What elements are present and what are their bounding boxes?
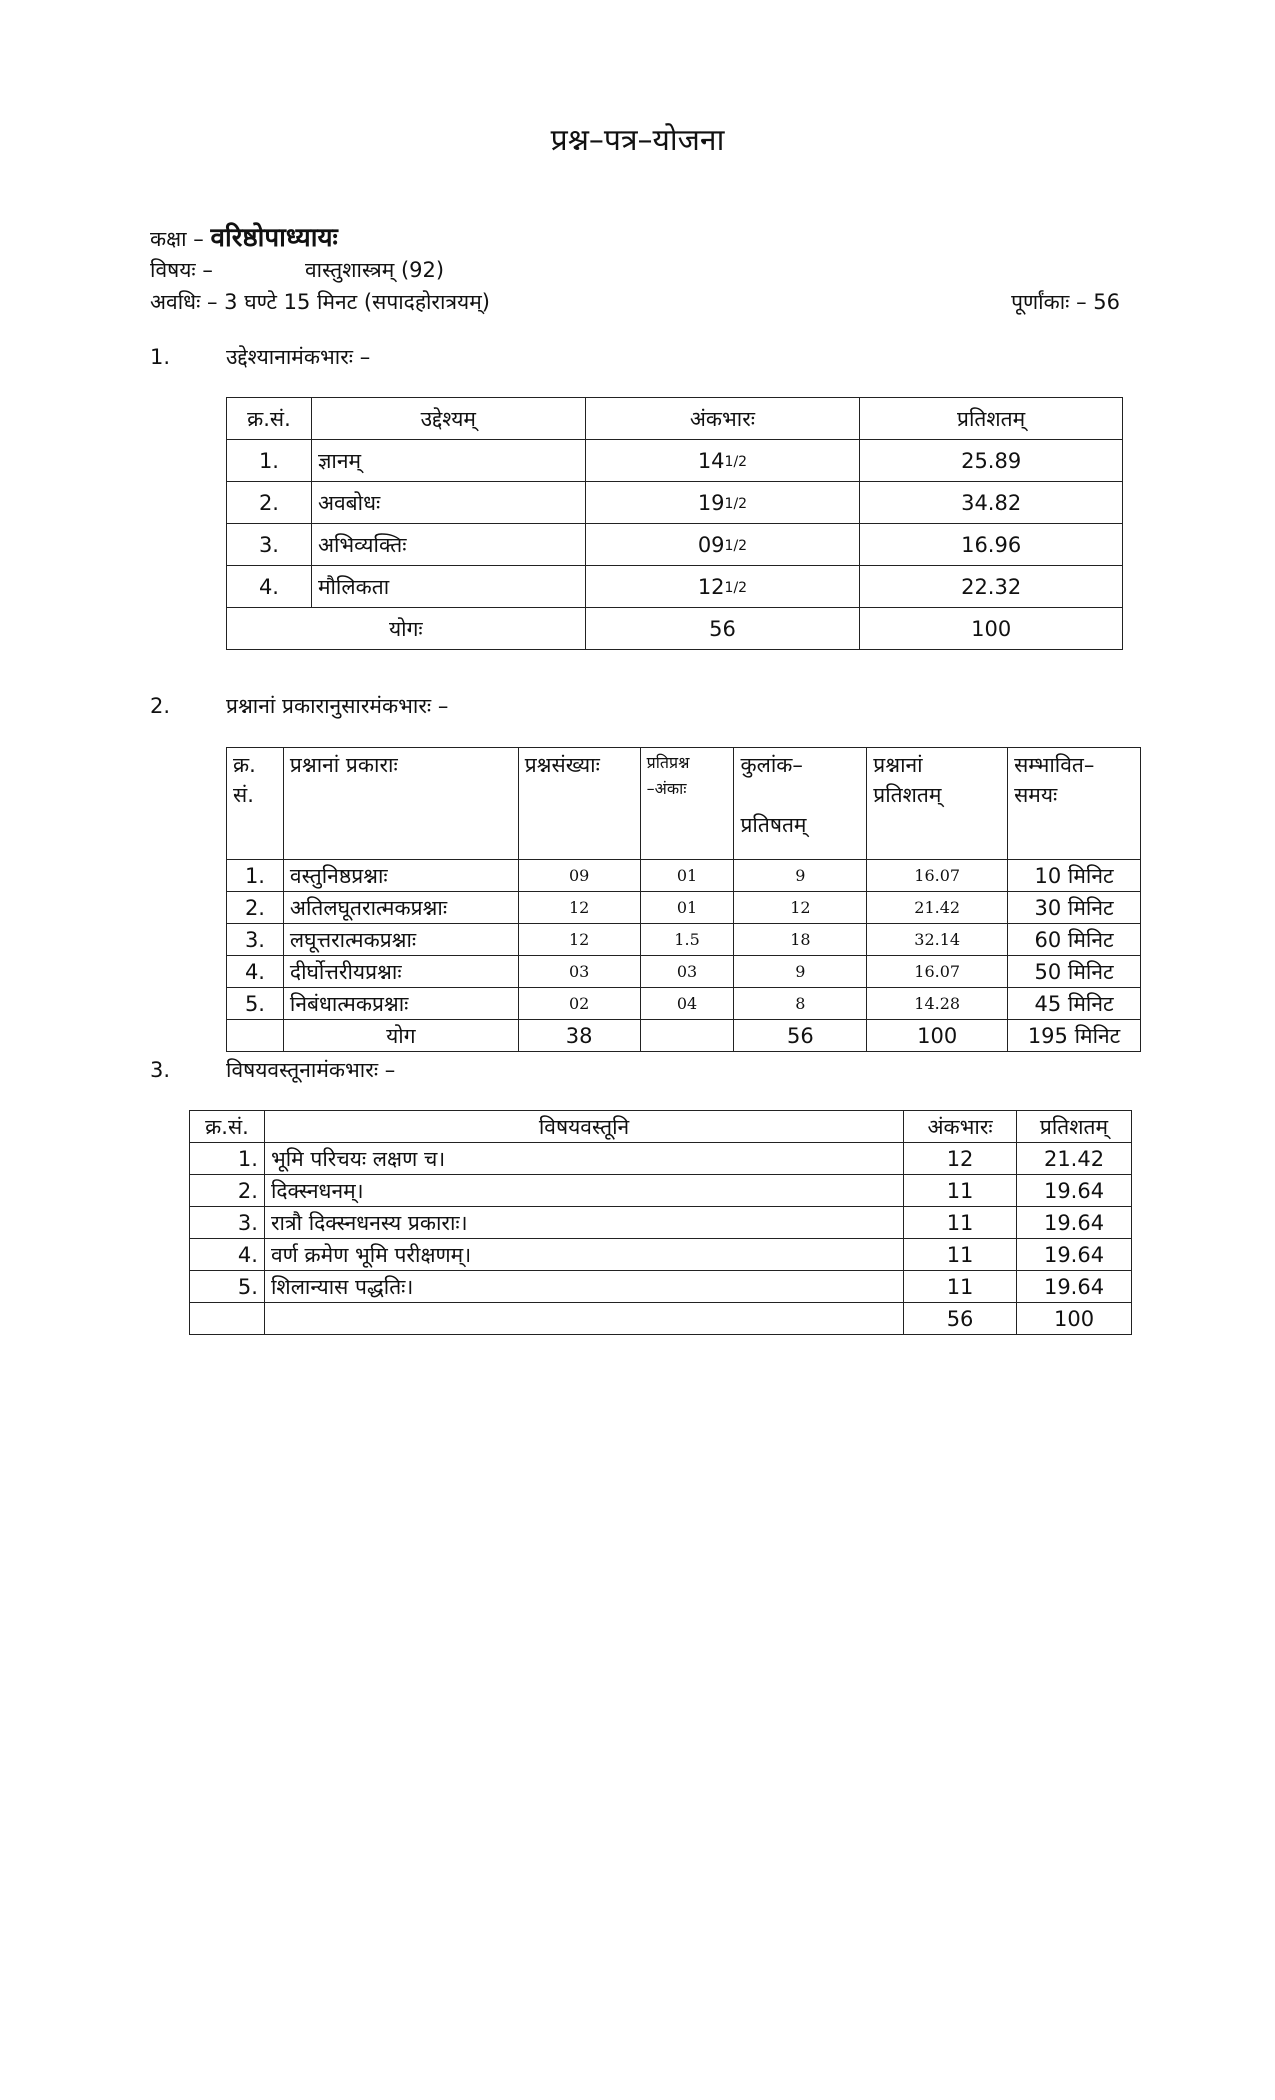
column-header: अंकभारः bbox=[585, 398, 860, 440]
marks-whole: 12 bbox=[697, 574, 725, 599]
serial-cell: 1. bbox=[227, 860, 284, 892]
marks-cell: 11 bbox=[904, 1207, 1017, 1239]
percent-cell: 22.32 bbox=[860, 566, 1123, 608]
time-cell: 60 मिनिट bbox=[1008, 924, 1141, 956]
class-label: कक्षा – bbox=[150, 227, 204, 251]
table-header-row bbox=[227, 398, 1123, 440]
percent-cell: 16.07 bbox=[867, 860, 1008, 892]
marks-fraction: 1/2 bbox=[724, 453, 748, 470]
per-question-cell: 03 bbox=[640, 956, 734, 988]
serial-cell: 5. bbox=[227, 988, 284, 1020]
full-marks: पूर्णांकाः – 56 bbox=[1011, 290, 1120, 314]
topic-cell: भूमि परिचयः लक्षण च। bbox=[264, 1143, 903, 1175]
serial-cell: 3. bbox=[190, 1207, 265, 1239]
per-question-cell: 04 bbox=[640, 988, 734, 1020]
per-question-cell: 01 bbox=[640, 892, 734, 924]
column-header: प्रश्नानां प्रतिशतम् bbox=[867, 748, 1008, 860]
section2-heading: 2. प्रश्नानां प्रकारानुसारमंकभारः – bbox=[150, 694, 449, 718]
count-cell: 09 bbox=[518, 860, 640, 892]
total-total: 56 bbox=[734, 1020, 867, 1052]
marks-cell: 12 bbox=[904, 1143, 1017, 1175]
topic-cell: वर्ण क्रमेण भूमि परीक्षणम्। bbox=[264, 1239, 903, 1271]
marks-cell bbox=[585, 440, 860, 482]
table-row bbox=[190, 1239, 1132, 1271]
total-cell: 18 bbox=[734, 924, 867, 956]
table-row bbox=[227, 524, 1123, 566]
total-cell: 9 bbox=[734, 956, 867, 988]
serial-cell: 3. bbox=[227, 524, 312, 566]
marks-whole: 14 bbox=[697, 448, 725, 473]
table-row bbox=[190, 1175, 1132, 1207]
objective-cell: अवबोधः bbox=[311, 482, 585, 524]
column-header: विषयवस्तूनि bbox=[264, 1111, 903, 1143]
section1-heading: 1. उद्देश्यानामंकभारः – bbox=[150, 345, 371, 369]
subject-label: विषयः – bbox=[150, 258, 213, 282]
column-header: उद्देश्यम् bbox=[311, 398, 585, 440]
column-header: प्रतिशतम् bbox=[1017, 1111, 1132, 1143]
marks-cell: 11 bbox=[904, 1271, 1017, 1303]
percent-cell: 16.07 bbox=[867, 956, 1008, 988]
total-cell: 8 bbox=[734, 988, 867, 1020]
total-percent: 100 bbox=[867, 1020, 1008, 1052]
serial-cell: 5. bbox=[190, 1271, 265, 1303]
topic-cell: शिलान्यास पद्धतिः। bbox=[264, 1271, 903, 1303]
objectives-table bbox=[226, 397, 1123, 650]
table-row bbox=[190, 1271, 1132, 1303]
column-header: प्रश्नानां प्रकाराः bbox=[283, 748, 518, 860]
table-row bbox=[190, 1143, 1132, 1175]
total-row bbox=[227, 608, 1123, 650]
marks-cell: 11 bbox=[904, 1175, 1017, 1207]
table-row bbox=[227, 566, 1123, 608]
count-cell: 03 bbox=[518, 956, 640, 988]
total-cell: 12 bbox=[734, 892, 867, 924]
marks-cell: 11 bbox=[904, 1239, 1017, 1271]
column-header: क्र.सं. bbox=[190, 1111, 265, 1143]
count-cell: 12 bbox=[518, 924, 640, 956]
table-row bbox=[227, 956, 1141, 988]
total-count: 38 bbox=[518, 1020, 640, 1052]
marks-fraction: 1/2 bbox=[724, 579, 748, 596]
count-cell: 12 bbox=[518, 892, 640, 924]
objective-cell: मौलिकता bbox=[311, 566, 585, 608]
serial-cell: 3. bbox=[227, 924, 284, 956]
subject-value: वास्तुशास्त्रम् (92) bbox=[305, 258, 445, 282]
column-header: सम्भावित– समयः bbox=[1008, 748, 1141, 860]
topic-cell: दिक्स्नधनम्। bbox=[264, 1175, 903, 1207]
total-label: योग bbox=[283, 1020, 518, 1052]
class-value: वरिष्ठोपाध्यायः bbox=[210, 223, 338, 253]
blank-cell bbox=[264, 1303, 903, 1335]
marks-whole: 09 bbox=[697, 532, 725, 557]
column-header: प्रतिप्रश्न –अंकाः bbox=[640, 748, 734, 860]
serial-cell: 2. bbox=[190, 1175, 265, 1207]
objective-cell: ज्ञानम् bbox=[311, 440, 585, 482]
per-question-cell: 01 bbox=[640, 860, 734, 892]
table-header-row bbox=[227, 748, 1141, 860]
objective-cell: अभिव्यक्तिः bbox=[311, 524, 585, 566]
percent-cell: 25.89 bbox=[860, 440, 1123, 482]
column-header: क्र. सं. bbox=[227, 748, 284, 860]
table-row bbox=[227, 892, 1141, 924]
percent-cell: 19.64 bbox=[1017, 1239, 1132, 1271]
serial-cell: 2. bbox=[227, 892, 284, 924]
count-cell: 02 bbox=[518, 988, 640, 1020]
total-marks: 56 bbox=[585, 608, 860, 650]
total-label: योगः bbox=[227, 608, 586, 650]
percent-cell: 21.42 bbox=[1017, 1143, 1132, 1175]
serial-cell: 4. bbox=[227, 956, 284, 988]
table-row bbox=[227, 482, 1123, 524]
percent-cell: 19.64 bbox=[1017, 1271, 1132, 1303]
serial-cell: 1. bbox=[190, 1143, 265, 1175]
marks-whole: 19 bbox=[697, 490, 725, 515]
serial-cell: 4. bbox=[190, 1239, 265, 1271]
total-row bbox=[227, 1020, 1141, 1052]
percent-cell: 16.96 bbox=[860, 524, 1123, 566]
serial-cell: 4. bbox=[227, 566, 312, 608]
table-row bbox=[227, 988, 1141, 1020]
total-percent: 100 bbox=[860, 608, 1123, 650]
column-header: कुलांक– प्रतिषतम् bbox=[734, 748, 867, 860]
section3-heading: 3. विषयवस्तूनामंकभारः – bbox=[150, 1058, 396, 1082]
time-cell: 10 मिनिट bbox=[1008, 860, 1141, 892]
subject-line bbox=[150, 256, 444, 284]
blank-cell bbox=[227, 1020, 284, 1052]
marks-fraction: 1/2 bbox=[724, 495, 748, 512]
topics-table bbox=[189, 1110, 1132, 1335]
marks-cell bbox=[585, 524, 860, 566]
question-type-cell: वस्तुनिष्ठप्रश्नाः bbox=[283, 860, 518, 892]
column-header: प्रश्नसंख्याः bbox=[518, 748, 640, 860]
column-header: अंकभारः bbox=[904, 1111, 1017, 1143]
time-cell: 30 मिनिट bbox=[1008, 892, 1141, 924]
serial-cell: 2. bbox=[227, 482, 312, 524]
percent-cell: 34.82 bbox=[860, 482, 1123, 524]
time-cell: 50 मिनिट bbox=[1008, 956, 1141, 988]
percent-cell: 14.28 bbox=[867, 988, 1008, 1020]
question-types-table bbox=[226, 747, 1141, 1052]
per-question-cell: 1.5 bbox=[640, 924, 734, 956]
percent-cell: 19.64 bbox=[1017, 1207, 1132, 1239]
question-type-cell: दीर्घोत्तरीयप्रश्नाः bbox=[283, 956, 518, 988]
blank-cell bbox=[640, 1020, 734, 1052]
percent-cell: 19.64 bbox=[1017, 1175, 1132, 1207]
total-percent: 100 bbox=[1017, 1303, 1132, 1335]
question-type-cell: अतिलघूतरात्मकप्रश्नाः bbox=[283, 892, 518, 924]
total-marks: 56 bbox=[904, 1303, 1017, 1335]
total-time: 195 मिनिट bbox=[1008, 1020, 1141, 1052]
marks-cell bbox=[585, 566, 860, 608]
percent-cell: 32.14 bbox=[867, 924, 1008, 956]
table-row bbox=[227, 860, 1141, 892]
question-type-cell: लघूत्तरात्मकप्रश्नाः bbox=[283, 924, 518, 956]
time-cell: 45 मिनिट bbox=[1008, 988, 1141, 1020]
topic-cell: रात्रौ दिक्स्नधनस्य प्रकाराः। bbox=[264, 1207, 903, 1239]
table-row bbox=[227, 924, 1141, 956]
marks-fraction: 1/2 bbox=[724, 537, 748, 554]
table-header-row bbox=[190, 1111, 1132, 1143]
question-type-cell: निबंधात्मकप्रश्नाः bbox=[283, 988, 518, 1020]
page-title: प्रश्न–पत्र–योजना bbox=[550, 123, 725, 158]
table-row bbox=[227, 440, 1123, 482]
total-cell: 9 bbox=[734, 860, 867, 892]
percent-cell: 21.42 bbox=[867, 892, 1008, 924]
class-line bbox=[150, 218, 338, 254]
total-row bbox=[190, 1303, 1132, 1335]
blank-cell bbox=[190, 1303, 265, 1335]
column-header: प्रतिशतम् bbox=[860, 398, 1123, 440]
column-header: क्र.सं. bbox=[227, 398, 312, 440]
serial-cell: 1. bbox=[227, 440, 312, 482]
marks-cell bbox=[585, 482, 860, 524]
table-row bbox=[190, 1207, 1132, 1239]
duration-line: अवधिः – 3 घण्टे 15 मिनट (सपादहोरात्रयम्) bbox=[150, 290, 490, 314]
